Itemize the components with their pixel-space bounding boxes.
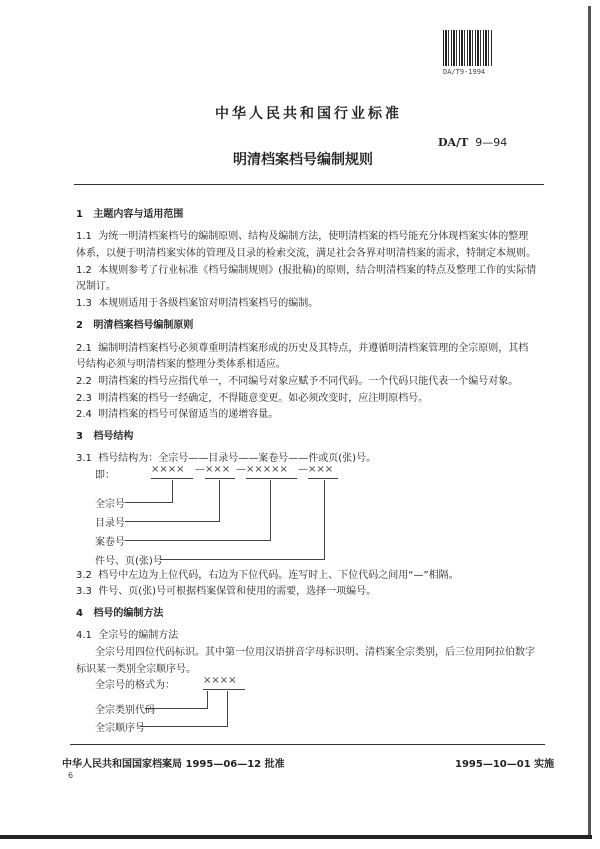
underline	[308, 478, 338, 479]
clause-text: 档号中左边为上位代码，右边为下位代码。连写时上、下位代码之间用“—”相隔。	[98, 570, 459, 581]
clause-text: 档号结构为：全宗号——目录号——案卷号——件或页(张)号。	[98, 453, 377, 464]
connector	[125, 521, 220, 522]
underline	[203, 689, 245, 690]
scan-edge	[588, 6, 591, 836]
approval-line: 中华人民共和国国家档案局 1995—06—12 批准	[62, 759, 285, 770]
clause-number: 4.1	[76, 630, 92, 641]
standard-code-prefix: DA/T	[438, 136, 469, 149]
clause-number: 1.2	[76, 265, 92, 276]
connector	[219, 480, 220, 521]
barcode-label: DA/T9-1994	[443, 68, 486, 76]
connector	[172, 480, 173, 502]
code-separator: —	[236, 464, 246, 475]
clause-1-2	[76, 261, 536, 276]
clause-2-3	[76, 389, 428, 404]
clause-number: 3.3	[76, 586, 92, 597]
underline	[151, 478, 193, 479]
fonds-format: ××××	[203, 675, 237, 686]
connector	[270, 480, 271, 540]
implementation-date: 1995—10—01 实施	[455, 759, 555, 770]
label-fonds: 全宗号	[95, 499, 125, 510]
clause-1-1-cont: 体系，以便于明清档案实体的管理及目录的检索交流，满足社会各界对明清档案的需求，特制定本规则。	[76, 248, 536, 259]
section-3-heading	[76, 427, 133, 442]
clause-2-4	[76, 405, 278, 420]
clause-3-2	[76, 566, 459, 581]
section-number: 3	[76, 431, 83, 442]
underline	[246, 478, 297, 479]
connector	[125, 502, 173, 503]
document-title: 明清档案档号编制规则	[233, 152, 373, 168]
label-fonds-sequence: 全宗顺序号	[95, 723, 145, 734]
label-fonds-category: 全宗类别代码	[95, 705, 155, 716]
clause-text: 明清档案的档号应指代单一，不同编号对象应赋予不同代码。一个代码只能代表一个编号对象。	[98, 376, 519, 387]
underline	[205, 478, 235, 479]
section-number: 1	[76, 209, 83, 220]
clause-text: 件号、页(张)号可根据档案保管和使用的需要，选择一项编号。	[98, 586, 377, 597]
section-title: 明清档案档号编制原则	[93, 320, 194, 331]
section-title: 档号的编制方法	[93, 608, 164, 619]
clause-text: 全宗号的编制方法	[98, 630, 179, 641]
connector	[160, 559, 325, 560]
clause-text: 本规则适用于各级档案馆对明清档案档号的编制。	[98, 298, 319, 309]
barcode	[443, 30, 493, 66]
section-title: 主题内容与适用范围	[93, 209, 184, 220]
clause-4-1-para: 全宗号用四位代码标识。其中第一位用汉语拼音字母标识明、清档案全宗类别，后三位用阿拉伯数字	[95, 647, 535, 658]
clause-text: 为统一明清档案档号的编制原则、结构及编制方法，使明清档案的档号能充分体现档案实体的整理	[98, 231, 529, 242]
clause-text: 编制明清档案档号必须尊重明清档案形成的历史及其特点，并遵循明清档案管理的全宗原则，其档	[98, 343, 529, 354]
clause-number: 2.2	[76, 376, 92, 387]
connector	[324, 480, 325, 559]
code-group-catalog: ×××	[205, 464, 231, 475]
clause-2-1	[76, 339, 528, 354]
label-file: 案卷号	[95, 537, 125, 548]
clause-number: 3.1	[76, 453, 92, 464]
clause-1-1	[76, 227, 528, 242]
clause-number: 2.4	[76, 409, 92, 420]
section-number: 2	[76, 320, 83, 331]
clause-number: 2.3	[76, 393, 92, 404]
label-catalog: 目录号	[95, 518, 125, 529]
connector	[140, 726, 228, 727]
clause-number: 3.2	[76, 570, 92, 581]
section-4-heading	[76, 604, 163, 619]
clause-text: 明清档案的档号可保留适当的递增容量。	[98, 409, 279, 420]
section-number: 4	[76, 608, 83, 619]
clause-number: 2.1	[76, 343, 92, 354]
section-2-heading	[76, 316, 193, 331]
connector	[227, 691, 228, 726]
clause-4-1-para-cont: 标识某一类别全宗顺序号。	[76, 664, 196, 675]
connector	[125, 540, 271, 541]
code-group-fonds: ××××	[151, 464, 185, 475]
code-group-file: ×××××	[246, 464, 288, 475]
header-rule	[74, 184, 544, 185]
section-1-heading	[76, 205, 183, 220]
clause-text: 本规则参考了行业标准《档号编制规则》(报批稿)的原则，结合明清档案的特点及整理工作的实际情	[98, 265, 537, 276]
code-group-item: ×××	[308, 464, 334, 475]
clause-text: 明清档案的档号一经确定，不得随意变更。如必须改变时，应注明原档号。	[98, 393, 429, 404]
clause-number: 1.3	[76, 298, 92, 309]
clause-number: 1.1	[76, 231, 92, 242]
section-title: 档号结构	[93, 431, 134, 442]
standard-code	[438, 136, 507, 149]
clause-1-3	[76, 294, 318, 309]
code-separator: —	[195, 464, 205, 475]
scan-bottom-edge	[0, 835, 592, 839]
standard-type: 中华人民共和国行业标准	[215, 106, 402, 122]
clause-2-2	[76, 372, 518, 387]
label-item: 件号、页(张)号	[95, 556, 163, 567]
clause-4-1	[76, 626, 178, 641]
code-separator: —	[298, 464, 308, 475]
structure-prefix: 即：	[95, 470, 115, 481]
clause-3-3	[76, 582, 376, 597]
clause-2-1-cont: 号结构必须与明清档案的整理分类体系相适应。	[76, 359, 286, 370]
clause-1-2-cont: 况制订。	[76, 281, 116, 292]
connector	[207, 691, 208, 708]
format-label: 全宗号的格式为：	[95, 680, 175, 691]
page-number: 6	[68, 771, 74, 780]
footer-rule	[70, 744, 545, 745]
clause-3-1	[76, 449, 376, 464]
standard-code-number: 9—94	[475, 136, 508, 149]
